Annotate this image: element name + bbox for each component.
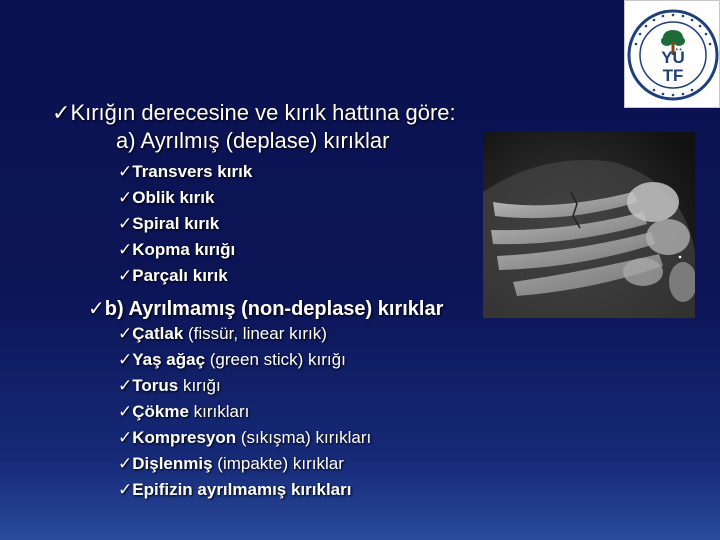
list-item xyxy=(118,428,371,448)
list-item-detail: (fissür, linear kırık) xyxy=(183,324,327,343)
main-heading-text: Kırığın derecesine ve kırık hattına göre: xyxy=(70,100,456,125)
university-logo xyxy=(624,0,720,108)
list-item-text: Parçalı kırık xyxy=(132,266,228,285)
checkmark-icon: ✓ xyxy=(118,266,133,286)
list-item-term: Çatlak xyxy=(132,324,184,343)
list-item-detail: kırıkları xyxy=(188,402,250,421)
list-item-term: Epifizin ayrılmamış kırıkları xyxy=(132,480,352,499)
checkmark-icon: ✓ xyxy=(118,428,133,448)
list-item xyxy=(118,376,221,396)
logo-emblem-icon xyxy=(625,1,720,109)
checkmark-icon: ✓ xyxy=(118,188,133,208)
subheading-displaced-text: a) Ayrılmış (deplase) kırıklar xyxy=(116,128,390,153)
list-item xyxy=(118,480,351,500)
list-item xyxy=(118,188,214,208)
checkmark-icon: ✓ xyxy=(118,214,133,234)
list-item-text: Spiral kırık xyxy=(132,214,220,233)
subheading-nondisplaced xyxy=(88,296,443,321)
list-item xyxy=(118,402,249,422)
list-item-term: Çökme xyxy=(132,402,189,421)
list-item-term: Yaş ağaç xyxy=(132,350,206,369)
list-item xyxy=(118,266,228,286)
list-item-detail: kırığı xyxy=(178,376,221,395)
checkmark-icon: ✓ xyxy=(118,162,133,182)
checkmark-icon: ✓ xyxy=(118,454,133,474)
list-item-term: Kompresyon xyxy=(132,428,237,447)
xray-illustration xyxy=(483,132,695,318)
subheading-displaced xyxy=(116,128,389,154)
list-item-detail: (sıkışma) kırıkları xyxy=(236,428,372,447)
list-item xyxy=(118,162,252,182)
list-item-detail: (impakte) kırıklar xyxy=(212,454,344,473)
checkmark-icon: ✓ xyxy=(88,296,105,320)
main-heading xyxy=(52,100,456,126)
svg-text:TF: TF xyxy=(662,66,684,85)
checkmark-icon: ✓ xyxy=(118,324,133,344)
list-item xyxy=(118,454,344,474)
checkmark-icon: ✓ xyxy=(118,350,133,370)
list-item xyxy=(118,350,346,370)
checkmark-icon: ✓ xyxy=(52,101,71,126)
list-item-text: Transvers kırık xyxy=(132,162,253,181)
list-item-detail: (green stick) kırığı xyxy=(205,350,346,369)
checkmark-icon: ✓ xyxy=(118,480,133,500)
checkmark-icon: ✓ xyxy=(118,402,133,422)
subheading-nondisplaced-text: b) Ayrılmamış (non-deplase) kırıklar xyxy=(104,298,444,320)
list-item-term: Torus xyxy=(132,376,179,395)
foot-xray-image xyxy=(483,132,695,318)
list-item-term: Dişlenmiş xyxy=(132,454,213,473)
checkmark-icon: ✓ xyxy=(118,376,133,396)
list-item xyxy=(118,240,235,260)
checkmark-icon: ✓ xyxy=(118,240,133,260)
list-item-text: Oblik kırık xyxy=(132,188,215,207)
list-item xyxy=(118,214,219,234)
list-item-text: Kopma kırığı xyxy=(132,240,236,259)
list-item xyxy=(118,324,327,344)
svg-text:YÜ: YÜ xyxy=(661,48,685,67)
